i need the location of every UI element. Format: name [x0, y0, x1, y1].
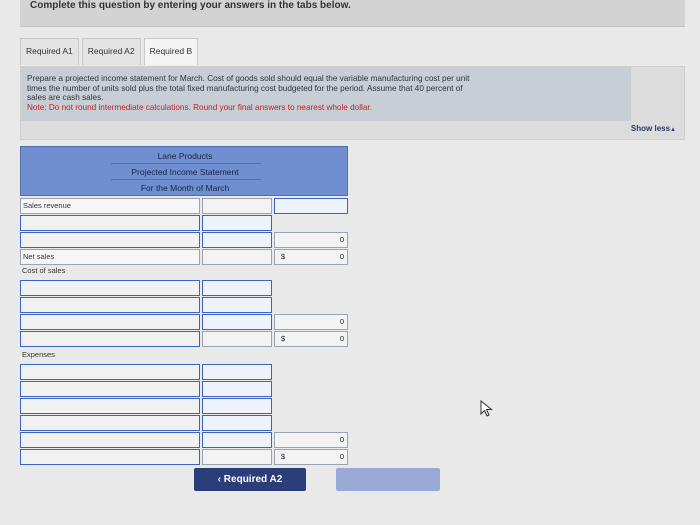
net-income-value: $ 0	[274, 449, 348, 465]
label-input[interactable]	[20, 215, 200, 231]
label-input[interactable]	[20, 432, 200, 448]
tab-required-a2[interactable]: Required A2	[82, 38, 141, 65]
subtotal-value: 0	[274, 232, 348, 248]
amount-input[interactable]	[202, 364, 272, 380]
cost-of-sales-label: Cost of sales	[22, 266, 66, 275]
header-divider	[111, 179, 261, 180]
instruction-note: Note: Do not round intermediate calculations. Round your final answers to nearest whole dollar.	[27, 102, 372, 112]
amount-input[interactable]	[202, 297, 272, 313]
amount-cell	[202, 449, 272, 465]
next-button[interactable]	[336, 468, 440, 491]
table-row	[20, 432, 348, 448]
net-sales-value: $ 0	[274, 249, 348, 265]
label-input[interactable]	[20, 297, 200, 313]
statement-period: For the Month of March	[140, 183, 230, 193]
statement-title: Projected Income Statement	[131, 167, 239, 177]
table-row	[20, 198, 348, 214]
net-sales-label: Net sales	[20, 249, 200, 265]
instruction-line: sales are cash sales.	[27, 93, 104, 102]
amount-input[interactable]	[202, 314, 272, 330]
triangle-up-icon: ▲	[670, 127, 676, 133]
label-input[interactable]	[20, 280, 200, 296]
chevron-left-icon: ‹	[217, 474, 222, 485]
amount-input[interactable]	[202, 198, 272, 214]
amount-cell	[202, 331, 272, 347]
gross-profit-value: $ 0	[274, 331, 348, 347]
tab-required-b[interactable]: Required B	[144, 38, 199, 65]
label-input[interactable]	[20, 398, 200, 414]
instruction-line: Prepare a projected income statement for March. Cost of goods sold should equal the variable manufacturing cost per unit	[27, 74, 470, 83]
label-input[interactable]	[20, 364, 200, 380]
amount-cell	[202, 249, 272, 265]
sales-revenue-label: Sales revenue	[20, 198, 200, 214]
label-input[interactable]	[20, 314, 200, 330]
tab-required-a1[interactable]: Required A1	[20, 38, 79, 65]
table-row	[20, 314, 348, 330]
table-row	[20, 264, 348, 280]
amount-input[interactable]	[202, 280, 272, 296]
instructions-panel	[20, 66, 685, 140]
show-less-link[interactable]	[631, 124, 676, 133]
mouse-cursor-icon	[480, 400, 494, 418]
instruction-text: Complete this question by entering your answers in the tabs below.	[30, 0, 351, 11]
table-row	[20, 232, 348, 248]
table-row	[20, 215, 348, 231]
table-row	[20, 249, 348, 265]
show-less-label: Show less	[630, 124, 671, 133]
table-row	[20, 331, 348, 347]
prev-button-label: Required A2	[223, 474, 283, 485]
amount-input[interactable]	[202, 232, 272, 248]
tab-bar	[20, 38, 201, 64]
expenses-label: Expenses	[22, 350, 55, 359]
label-input[interactable]	[20, 415, 200, 431]
amount-input[interactable]	[202, 432, 272, 448]
amount-input[interactable]	[202, 415, 272, 431]
amount-input[interactable]	[202, 215, 272, 231]
prev-required-a2-button[interactable]	[194, 468, 306, 491]
instruction-line: times the number of units sold plus the total fixed manufacturing cost budgeted for the period. Assume that 40 percent of	[27, 83, 463, 93]
company-name: Lane Products	[157, 151, 213, 161]
instructions-box	[21, 67, 631, 121]
label-input[interactable]	[20, 331, 200, 347]
table-row	[20, 415, 348, 431]
label-input[interactable]	[20, 449, 200, 465]
instruction-bar	[20, 0, 685, 27]
table-row	[20, 381, 348, 397]
amount-input[interactable]	[202, 381, 272, 397]
table-row	[20, 398, 348, 414]
table-row	[20, 297, 348, 313]
table-row	[20, 449, 348, 465]
amount-input[interactable]	[202, 398, 272, 414]
subtotal-value: 0	[274, 432, 348, 448]
label-input[interactable]	[20, 381, 200, 397]
header-divider	[111, 163, 261, 164]
table-row	[20, 364, 348, 380]
total-input[interactable]	[274, 198, 348, 214]
statement-header	[20, 146, 348, 196]
table-row	[20, 280, 348, 296]
label-input[interactable]	[20, 232, 200, 248]
table-row	[20, 348, 348, 364]
subtotal-value: 0	[274, 314, 348, 330]
